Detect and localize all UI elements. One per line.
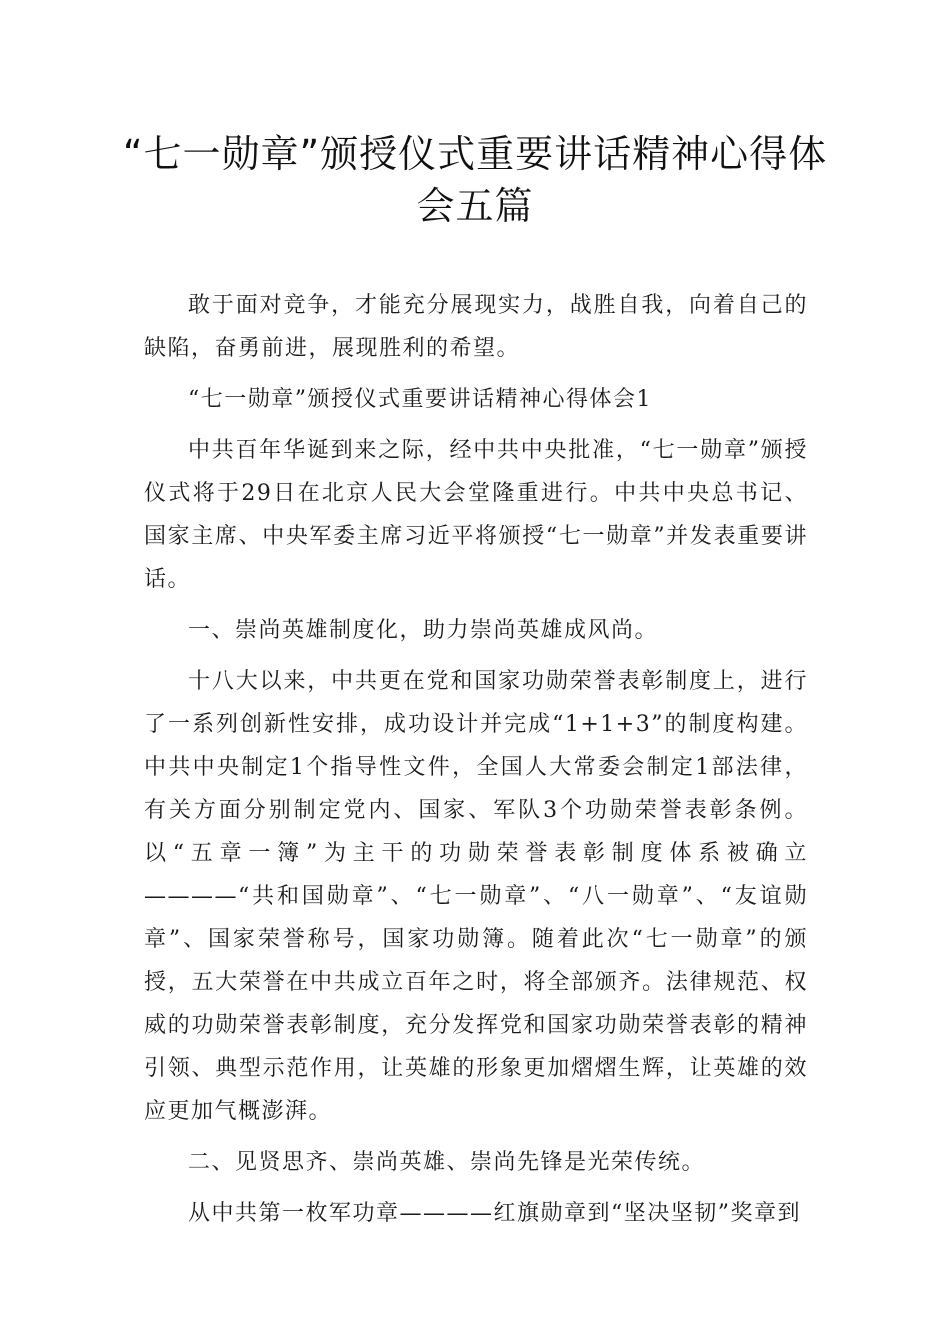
subheading-one: 一、崇尚英雄制度化，助力崇尚英雄成风尚。 [188, 618, 659, 643]
document-title: “七一勋章”颁授仪式重要讲话精神心得体会五篇 [122, 132, 828, 228]
section-heading-1: “七一勋章”颁授仪式重要讲话精神心得体会1 [188, 387, 652, 412]
body-paragraph: 十八大以来，中共更在党和国家功勋荣誉表彰制度上，进行了一系列创新性安排，成功设计并完成“1+1+3”的制度构建。中共中央制定1个指导性文件，全国人大常委会制定1部法律，有关方面分别制定党内、国家、军队3个功勋荣誉表彰条例。以“五章一簿”为主干的功勋荣誉表彰制度体系被确立————“共和国勋章”、“七一勋章”、“八一勋章”、“友谊勋章”、国家荣誉称号，国家功勋簿。随着此次“七一勋章”的颁授，五大荣誉在中共成立百年之时，将全部颁齐。法律规范、权威的功勋荣誉表彰制度，充分发挥党和国家功勋荣誉表彰的精神引领、典型示范作用，让英雄的形象更加熠熠生辉，让英雄的效应更加气概澎湃。 [144, 669, 808, 1124]
subheading-two: 二、见贤思齐、崇尚英雄、崇尚先锋是光荣传统。 [188, 1150, 706, 1175]
body-paragraph: 中共百年华诞到来之际，经中共中央批准，“七一勋章”颁授仪式将于29日在北京人民大会堂隆重进行。中共中央总书记、国家主席、中央军委主席习近平将颁授“七一勋章”并发表重要讲话。 [144, 438, 808, 592]
intro-paragraph: 敢于面对竞争，才能充分展现实力，战胜自我，向着自己的缺陷，奋勇前进，展现胜利的希望。 [144, 293, 808, 361]
body-paragraph: 从中共第一枚军功章————红旗勋章到“坚决坚韧”奖章到 [188, 1201, 801, 1226]
document-body [144, 284, 808, 1243]
